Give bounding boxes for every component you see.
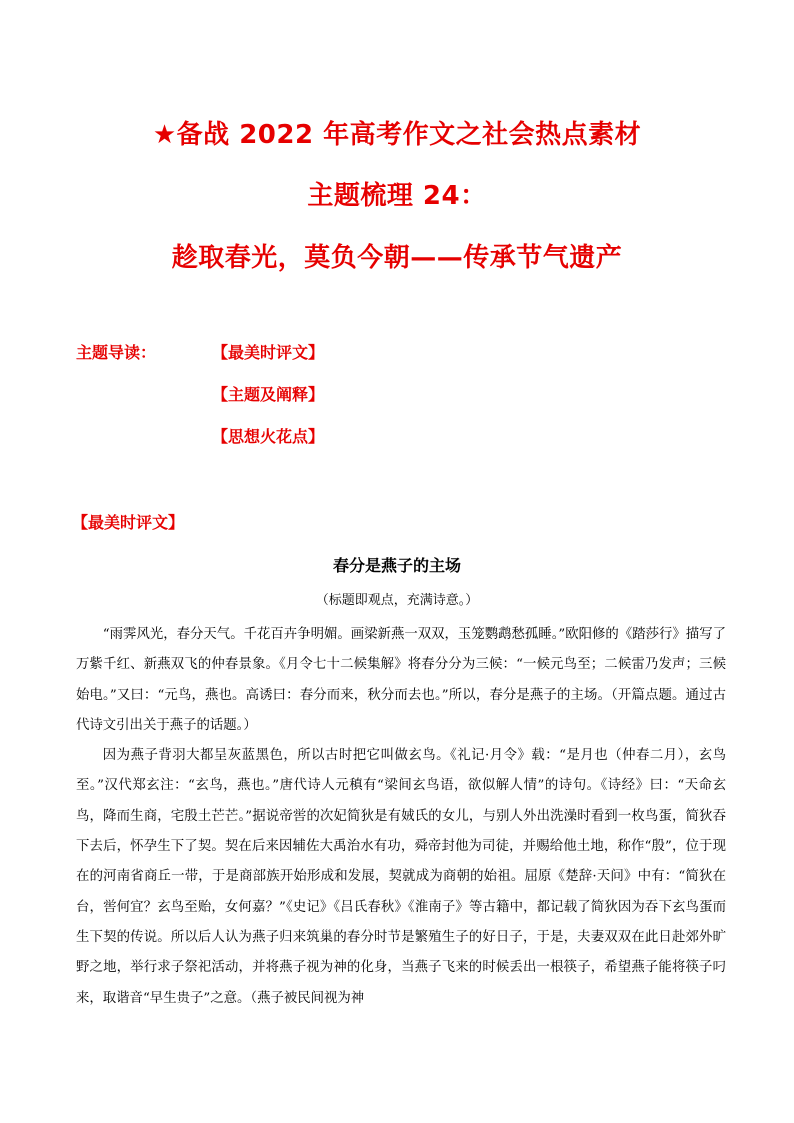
guide-item-best-commentary: 【最美时评文】 [212,343,325,362]
guide-label: 主题导读： [76,343,157,362]
essay-paragraph: 因为燕子背羽大都呈灰蓝黑色，所以古时把它叫做玄鸟。《礼记·月令》载：“是月也（仲春二月），玄鸟至。”汉代郑玄注：“玄鸟，燕也。”唐代诗人元稹有“梁间玄鸟语，欲似解人情”的诗句。《诗经》曰：“天命玄鸟，降而生商，宅殷土芒芒。”据说帝喾的次妃简狄是有娀氏的女儿，与别人外出洗澡时看到一枚鸟蛋，简狄吞下去后，怀孕生下了契。契在后来因辅佐大禹治水有功，舜帝封他为司徒，并赐给他土地，称作“殷”，位于现在的河南省商丘一带，于是商部族开始形成和发展，契就成为商朝的始祖。屈原《楚辞·天问》中有：“简狄在台，喾何宜？玄鸟至贻，女何嘉？”《史记》《吕氏春秋》《淮南子》等古籍中，都记载了简狄因为吞下玄鸟蛋而生下契的传说。所以后人认为燕子归来筑巢的春分时节是繁殖生子的好日子，于是，夫妻双双在此日赴郊外旷野之地，举行求子祭祀活动，并将燕子视为神的化身，当燕子飞来的时候丢出一根筷子，希望燕子能将筷子叼来，取谐音“早生贵子”之意。（燕子被民间视为神 [76,748,726,1006]
essay-note: （标题即观点，充满诗意。） [315,593,479,608]
essay-title: 春分是燕子的主场 [332,556,461,575]
section-heading: 【最美时评文】 [72,513,185,532]
document-title-line-1: ★备战 2022 年高考作文之社会热点素材 [152,120,642,150]
document-title-line-3: 趁取春光，莫负今朝——传承节气遗产 [171,243,623,273]
essay-paragraph: “雨霁风光，春分天气。千花百卉争明媚。画梁新燕一双双，玉笼鹦鹉愁孤睡。”欧阳修的《踏莎行》描写了万紫千红、新燕双飞的仲春景象。《月令七十二候集解》将春分分为三候：“一候元鸟至；二候雷乃发声；三候始电。”又曰：“元鸟，燕也。高诱曰：春分而来，秋分而去也。”所以，春分是燕子的主场。（开篇点题。通过古代诗文引出关于燕子的话题。） [76,627,726,733]
document-title-line-2: 主题梳理 24： [307,181,487,211]
essay-body [76,620,726,1014]
guide-item-idea-sparks: 【思想火花点】 [212,427,325,446]
guide-item-theme-explanation: 【主题及阐释】 [212,385,325,404]
